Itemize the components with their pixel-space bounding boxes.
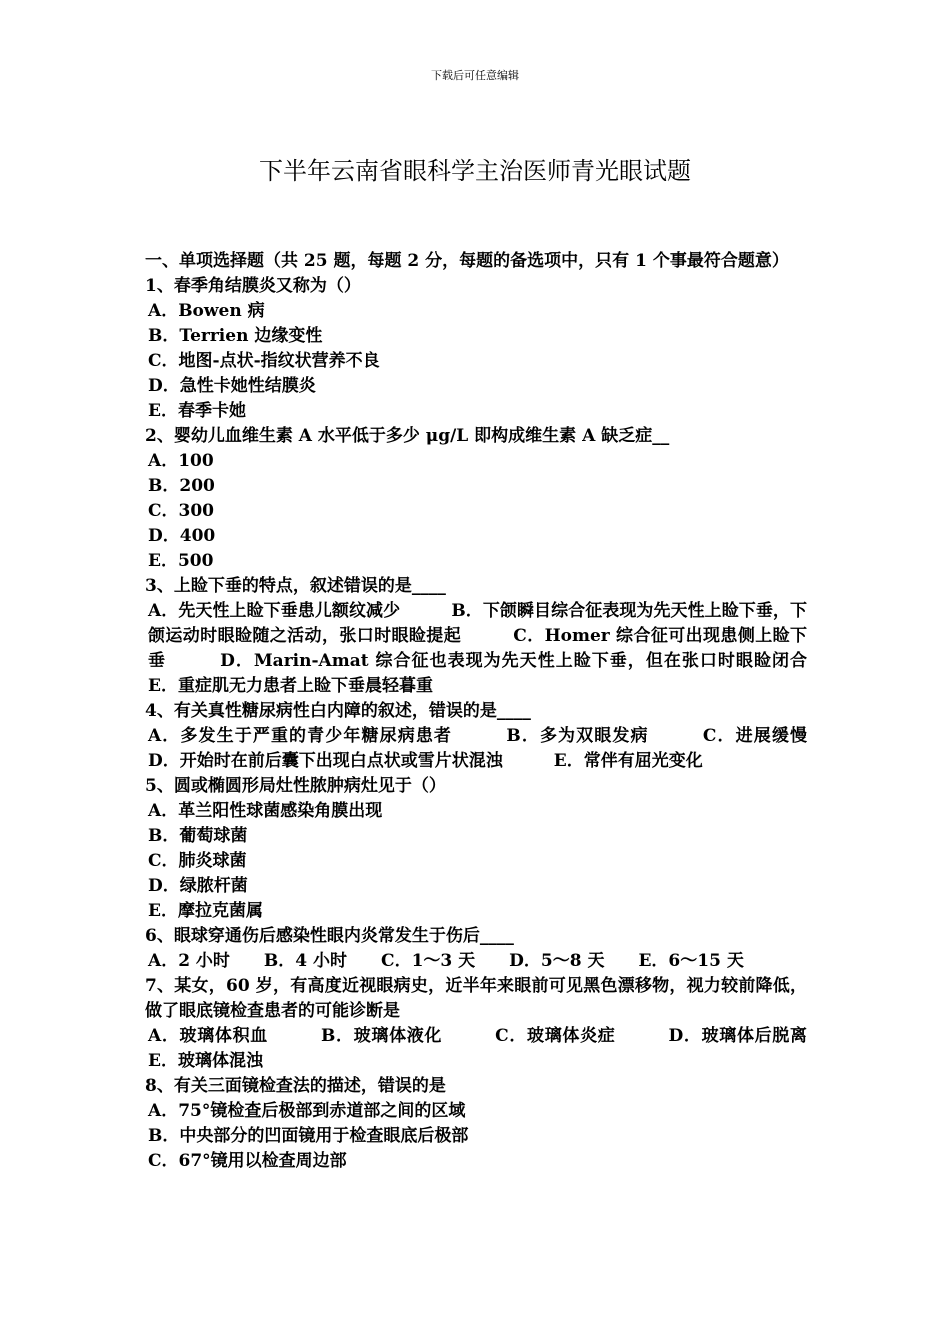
question-option: B．Terrien 边缘变性 xyxy=(148,326,323,346)
question-options-inline: A．玻璃体积血 B．玻璃体液化 C．玻璃体炎症 D．玻璃体后脱离 E．玻璃体混浊 xyxy=(148,1026,858,1071)
question-stem: 5、圆或椭圆形局灶性脓肿病灶见于（） xyxy=(145,776,446,796)
question-stem: 2、婴幼儿血维生素 A 水平低于多少 μg/L 即构成维生素 A 缺乏症__ xyxy=(145,426,670,446)
question-option: C．300 xyxy=(148,501,215,521)
question-option: B．中央部分的凹面镜用于检查眼底后极部 xyxy=(148,1126,469,1146)
question-option: C．67°镜用以检查周边部 xyxy=(148,1151,347,1171)
question-stem: 7、某女，60 岁，有高度近视眼病史，近半年来眼前可见黑色漂移物，视力较前降低，做了眼底镜检查患者的可能诊断是 xyxy=(145,976,807,1021)
document-title: 下半年云南省眼科学主治医师青光眼试题 xyxy=(259,157,691,185)
header-note: 下载后可任意编辑 xyxy=(431,69,519,82)
question-option: E．500 xyxy=(148,551,214,571)
question-option: B．200 xyxy=(148,476,215,496)
question-options-inline: A．2 小时 B．4 小时 C．1～3 天 D．5～8 天 E．6～15 天 xyxy=(148,951,744,971)
question-stem: 4、有关真性糖尿病性白内障的叙述，错误的是____ xyxy=(145,701,531,721)
question-option: E．摩拉克菌属 xyxy=(148,901,263,921)
question-option: A．100 xyxy=(148,451,214,471)
question-option: D．急性卡她性结膜炎 xyxy=(148,376,316,396)
question-option: C．肺炎球菌 xyxy=(148,851,247,871)
question-option: D．绿脓杆菌 xyxy=(148,876,248,896)
question-option: A．75°镜检查后极部到赤道部之间的区域 xyxy=(148,1101,466,1121)
question-options-inline: A．先天性上睑下垂患儿额纹减少 B．下颌瞬目综合征表现为先天性上睑下垂，下颌运动时眼睑随之活动，张口时眼睑提起 C．Homer 综合征可出现患侧上睑下垂 D．Marin-Amat 综合征也表现为先天性上睑下垂，但在张口时眼睑闭合 E．重症肌无力患者上睑下垂晨轻暮重 xyxy=(148,601,858,696)
document-body xyxy=(145,249,858,1174)
question-stem: 8、有关三面镜检查法的描述，错误的是 xyxy=(145,1076,446,1096)
question-option: C．地图-点状-指纹状营养不良 xyxy=(148,351,380,371)
question-option: B．葡萄球菌 xyxy=(148,826,248,846)
question-option: A．Bowen 病 xyxy=(148,301,265,321)
question-stem: 1、春季角结膜炎又称为（） xyxy=(145,276,361,296)
section-heading: 一、单项选择题（共 25 题，每题 2 分，每题的备选项中，只有 1 个事最符合题意） xyxy=(145,251,789,271)
question-option: A．革兰阳性球菌感染角膜出现 xyxy=(148,801,383,821)
question-stem: 6、眼球穿通伤后感染性眼内炎常发生于伤后____ xyxy=(145,926,514,946)
question-stem: 3、上睑下垂的特点，叙述错误的是____ xyxy=(145,576,446,596)
question-option: E．春季卡她 xyxy=(148,401,246,421)
question-option: D．400 xyxy=(148,526,216,546)
question-options-inline: A．多发生于严重的青少年糖尿病患者 B．多为双眼发病 C．进展缓慢 D．开始时在前后囊下出现白点状或雪片状混浊 E．常伴有屈光变化 xyxy=(148,726,858,771)
